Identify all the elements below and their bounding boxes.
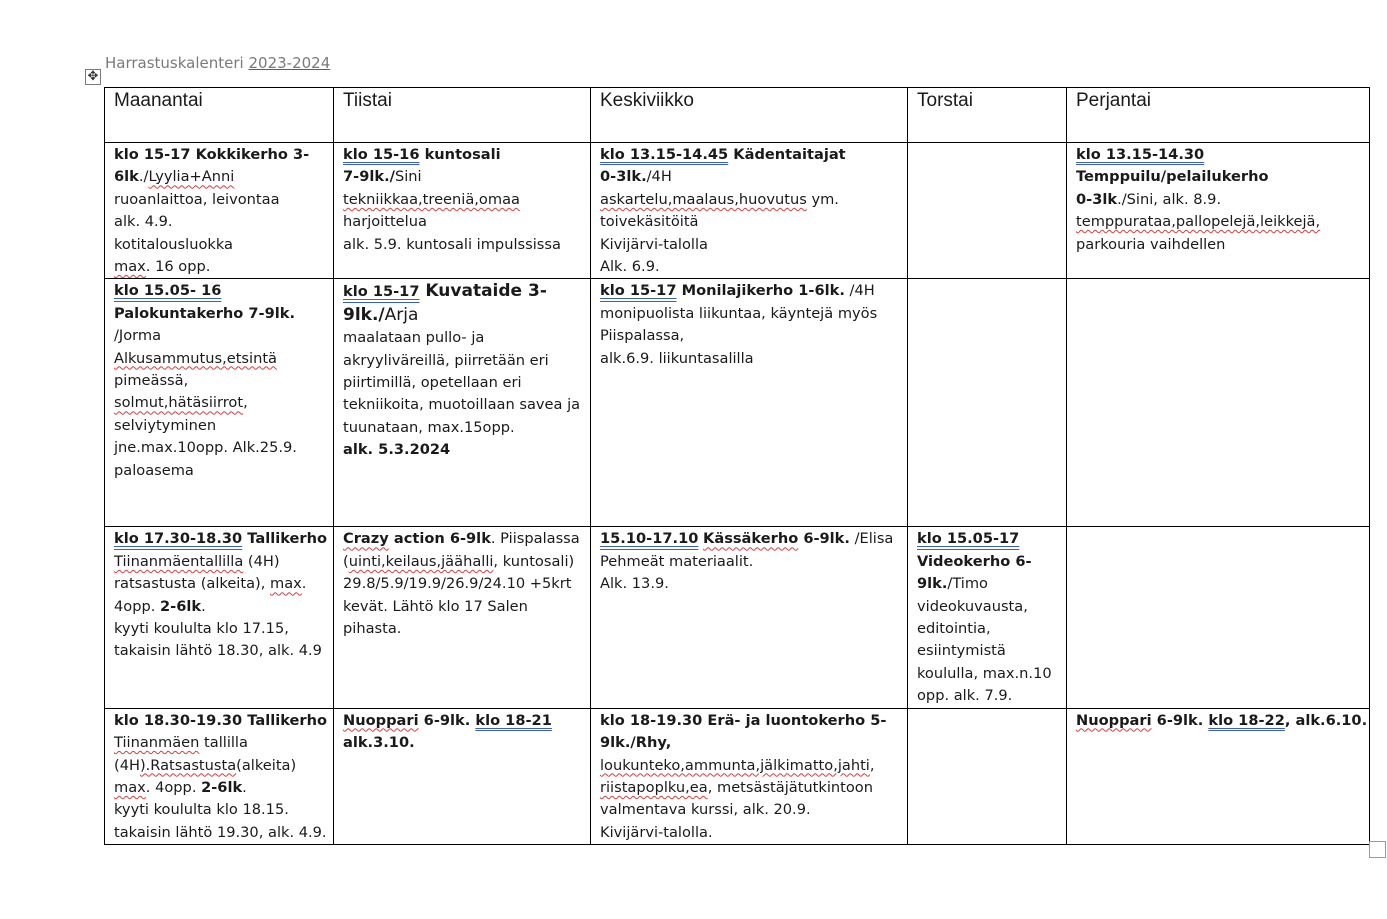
text-run: klo 13.15-14.30 [1076, 146, 1205, 163]
text-run: klo 18.30-19.30 Tallikerho [114, 711, 328, 729]
cell-line [114, 596, 327, 618]
cell-line [600, 528, 901, 550]
text-run: /4H [646, 168, 672, 186]
cell-line [917, 528, 1060, 550]
text-run: monipuolista liikuntaa, käyntejä myös [600, 304, 878, 322]
text-run: Monilajikerho 1-6lk. [676, 282, 845, 300]
cell-line [600, 256, 901, 278]
text-run: klo 18-21 [475, 711, 552, 729]
table-cell[interactable] [1067, 708, 1370, 844]
text-run: klo 15-17 [600, 282, 677, 300]
text-run: valmentava kurssi, alk. 20.9. [600, 801, 811, 819]
cell-line [114, 799, 327, 821]
text-run: takaisin lähtö 18.30, alk. 4.9 [114, 642, 322, 660]
text-run: 15.10-17.10 [600, 530, 699, 548]
cell-line [600, 822, 901, 844]
cell-line [114, 415, 327, 437]
cell-line [343, 280, 584, 303]
text-run: ( [343, 552, 349, 570]
text-run: Alk. 13.9. [600, 575, 669, 593]
text-run: Tallikerho [242, 530, 328, 548]
text-run: ruoanlaittoa, leivontaa [114, 190, 280, 208]
text-run: askartelu,maalaus,huovutus [600, 190, 807, 208]
text-run: jne.max.10opp. Alk.25.9. [114, 439, 297, 457]
table-row [105, 279, 1370, 527]
cell-line [114, 710, 327, 732]
cell-line [917, 551, 1060, 573]
text-run: Nuoppari [1076, 711, 1152, 729]
header-cell[interactable]: Tiistai [334, 88, 591, 143]
text-run: Kivijärvi-talolla [600, 235, 708, 253]
cell-line [343, 439, 584, 461]
cell-line [600, 280, 901, 302]
text-run: Tiinanmäentallilla [114, 552, 244, 570]
table-cell[interactable] [908, 708, 1067, 844]
text-run: 4opp. [114, 597, 161, 615]
text-run: klo 15-17 [343, 283, 420, 301]
text-run: 9lk. [917, 575, 948, 593]
cell-line [917, 596, 1060, 618]
header-row [105, 88, 1370, 143]
title-year: 2023-2024 [248, 54, 331, 72]
text-run: (4H [114, 756, 140, 774]
text-run: solmut,hätäsiirrot [114, 394, 244, 412]
cell-line [1076, 166, 1363, 188]
text-run: 9lk./Rhy, [600, 734, 672, 752]
text-run: parkouria vaihdellen [1076, 235, 1226, 253]
table-cell[interactable] [591, 279, 908, 527]
text-run: toivekäsitöitä [600, 213, 699, 231]
text-run: kevät. Lähtö klo 17 Salen [343, 597, 528, 615]
text-run: alk. 4.9. [114, 213, 173, 231]
cell-line [343, 304, 584, 327]
cell-line [600, 189, 901, 211]
text-run: ./ [138, 168, 149, 186]
text-run: paloasema [114, 461, 194, 479]
cell-line [114, 211, 327, 233]
table-cell[interactable] [105, 708, 334, 844]
cell-line [114, 640, 327, 662]
text-run: 29.8/5.9/19.9/26.9/24.10 +5krt [343, 575, 572, 593]
text-run: (alkeita) [236, 756, 297, 774]
cell-line [600, 211, 901, 233]
text-run: tuunataan, max.15opp. [343, 418, 515, 436]
text-run: temppurataa,pallopelejä,leikkejä, [1076, 213, 1321, 231]
cell-line [343, 234, 584, 256]
text-run: ym. [806, 190, 839, 208]
text-run: tekniikoita, muotoillaan savea ja [343, 396, 581, 414]
text-run: . [242, 778, 247, 796]
cell-line [114, 234, 327, 256]
table-cell[interactable] [908, 279, 1067, 527]
text-run: , [243, 394, 248, 412]
cell-line [917, 663, 1060, 685]
cell-line [1076, 234, 1363, 256]
text-run: . [201, 597, 206, 615]
cell-line [114, 144, 327, 166]
text-run: loukunteko,ammunta,jälkimatto,jahti [600, 756, 870, 774]
text-run: piirtimillä, opetellaan eri [343, 374, 522, 392]
text-run: alk. 5.9. kuntosali impulssissa [343, 235, 561, 253]
text-run: . 4opp. [145, 778, 202, 796]
text-run: 6lk [114, 168, 139, 186]
cell-line [114, 755, 327, 777]
cell-line [343, 417, 584, 439]
cell-line [343, 394, 584, 416]
text-run: editointia, [917, 620, 991, 638]
cell-line [114, 618, 327, 640]
cell-line [343, 732, 584, 754]
text-run: Videokerho 6- [917, 552, 1032, 570]
table-cell[interactable] [334, 527, 591, 708]
text-run: Crazy [343, 530, 389, 548]
text-run: Tiinanmäen [114, 734, 200, 752]
table-cell[interactable] [334, 708, 591, 844]
text-run: . 16 opp. [145, 258, 211, 276]
cell-line [343, 596, 584, 618]
cell-line [1076, 710, 1368, 732]
text-run: kyyti koululta klo 17.15, [114, 620, 289, 638]
text-run: takaisin lähtö 19.30, alk. 4.9. [114, 823, 327, 841]
cell-line [600, 710, 901, 732]
cell-line [343, 528, 584, 550]
text-run: , alk.6.10. [1284, 711, 1368, 729]
text-run: koululla, max.n.10 [917, 664, 1052, 682]
text-run: klo 15-17 Kokkikerho 3- [114, 146, 310, 163]
text-run: max [114, 778, 146, 796]
table-row [105, 143, 1370, 279]
cell-line [114, 528, 327, 550]
cell-line [600, 732, 901, 754]
text-run: alk. 5.3.2024 [343, 441, 451, 459]
cell-line [114, 370, 327, 392]
text-run: uinti,keilaus,jäähalli [348, 552, 494, 570]
cell-line [600, 166, 901, 188]
text-run: , [869, 756, 875, 774]
cell-line [600, 234, 901, 256]
cell-line [917, 618, 1060, 640]
text-run: (4H) [243, 552, 280, 570]
cell-line [114, 822, 327, 844]
cell-line [600, 303, 901, 325]
text-run: max [270, 575, 302, 593]
cell-line [114, 777, 327, 799]
text-run: /Elisa [849, 530, 894, 548]
cell-line [917, 685, 1060, 707]
text-run: 0-3lk [1076, 190, 1118, 208]
text-run: ./Sini, alk. 8.9. [1117, 190, 1222, 208]
text-run: Alkusammutus,etsintä [114, 349, 278, 367]
header-cell[interactable]: Keskiviikko [591, 88, 908, 143]
text-run: action 6-9lk [388, 530, 491, 548]
header-cell[interactable]: Perjantai [1067, 88, 1370, 143]
schedule-table [104, 87, 1370, 845]
cell-line [343, 144, 584, 166]
cell-line [917, 573, 1060, 595]
text-run: , metsästäjätutkintoon [707, 778, 873, 796]
text-run: alk.6.9. liikuntasalilla [600, 349, 754, 367]
text-run: Nuoppari [343, 711, 419, 729]
table-row [105, 527, 1370, 708]
table-move-handle-icon[interactable]: ✥ [85, 69, 101, 85]
cell-line [1076, 144, 1363, 166]
cell-line [343, 710, 584, 732]
cell-line [114, 256, 327, 278]
table-cell[interactable] [105, 279, 334, 527]
text-run: klo 13.15-14.45 [600, 146, 729, 163]
cell-line [114, 392, 327, 414]
table-cell[interactable] [908, 143, 1067, 279]
cell-line [114, 303, 327, 325]
cell-line [114, 551, 327, 573]
text-run: tekniikkaa,treeniä,omaa [343, 190, 520, 208]
title-prefix: Harrastuskalenteri [105, 54, 249, 72]
text-run: . [301, 575, 307, 593]
text-run: 6-9lk. [1151, 711, 1209, 729]
text-run: kuntosali [419, 146, 501, 163]
text-run: tallilla [199, 734, 248, 752]
cell-line [343, 573, 584, 595]
text-run: ratsastusta (alkeita), [114, 575, 270, 593]
text-run: max [114, 258, 146, 276]
text-run: klo 18-22 [1208, 711, 1285, 729]
text-run: Temppuilu/pelailukerho [1076, 168, 1269, 186]
table-row [105, 708, 1370, 844]
text-run: . Piispalassa [490, 530, 580, 548]
text-run: opp. alk. 7.9. [917, 687, 1013, 705]
text-run: maalataan pullo- ja [343, 329, 485, 347]
cell-line [1076, 189, 1363, 211]
text-run: Arja [384, 304, 419, 325]
text-run: Sini [394, 168, 422, 186]
table-cell[interactable] [591, 143, 908, 279]
cell-line [600, 777, 901, 799]
cell-line [917, 640, 1060, 662]
table-cell[interactable] [334, 143, 591, 279]
text-run: riistapoplku,ea [600, 778, 708, 796]
cell-line [600, 551, 901, 573]
cell-line [343, 327, 584, 349]
cell-line [114, 348, 327, 370]
table-cell[interactable] [1067, 143, 1370, 279]
text-run: pihasta. [343, 620, 402, 638]
table-cell[interactable] [591, 527, 908, 708]
text-run: 2-6lk [160, 597, 202, 615]
text-run: ).Ratsastusta [139, 756, 237, 774]
text-run: 7-9lk./ [343, 168, 395, 186]
cell-line [114, 460, 327, 482]
text-run: 0-3lk. [600, 168, 647, 186]
text-run: 6-9lk. [418, 711, 476, 729]
text-run: 6-9lk. [798, 530, 850, 548]
table-cell[interactable] [591, 708, 908, 844]
text-run: klo 15-16 [343, 146, 420, 163]
text-run: Kuvataide 3- [419, 281, 547, 302]
cell-line [114, 573, 327, 595]
text-run: akryyliväreillä, piirretään eri [343, 351, 549, 369]
cell-line [600, 325, 901, 347]
text-run: , kuntosali) [493, 552, 575, 570]
text-run: /Timo [947, 575, 988, 593]
text-run: 2-6lk [201, 778, 243, 796]
cell-line [114, 325, 327, 347]
text-run: Kässäkerho [703, 530, 799, 548]
table-cell[interactable] [105, 143, 334, 279]
header-cell[interactable]: Maanantai [105, 88, 334, 143]
text-run: klo 17.30-18.30 [114, 530, 243, 548]
text-run: 9lk./ [343, 304, 385, 325]
cell-line [114, 189, 327, 211]
cell-line [343, 189, 584, 211]
text-run: klo 18-19.30 Erä- ja luontokerho 5- [600, 711, 887, 729]
document-title [105, 54, 330, 72]
text-run: harjoittelua [343, 213, 427, 231]
text-run: selviytyminen [114, 416, 217, 434]
cell-line [343, 618, 584, 640]
text-run: alk.3.10. [343, 734, 415, 752]
cell-line [114, 437, 327, 459]
cell-line [343, 372, 584, 394]
text-run: Kivijärvi-talolla. [600, 823, 713, 841]
text-run: Piispalassa, [600, 327, 685, 345]
text-run: kyyti koululta klo 18.15. [114, 801, 289, 819]
table-cell[interactable] [334, 279, 591, 527]
cell-line [600, 799, 901, 821]
cell-line [600, 144, 901, 166]
header-cell[interactable]: Torstai [908, 88, 1067, 143]
text-run: videokuvausta, [917, 597, 1028, 615]
text-run: kotitalousluokka [114, 235, 233, 253]
cell-line [114, 732, 327, 754]
text-run: Lyylia+Anni [148, 168, 235, 186]
cell-line [114, 166, 327, 188]
cell-line [600, 755, 901, 777]
table-resize-handle[interactable] [1369, 841, 1386, 858]
text-run: /4H [844, 282, 875, 300]
text-run: Pehmeät materiaalit. [600, 552, 754, 570]
table-cell[interactable] [908, 527, 1067, 708]
text-run: esiintymistä [917, 642, 1006, 660]
text-run: Alk. 6.9. [600, 258, 660, 276]
cell-line [114, 280, 327, 302]
table-cell[interactable] [1067, 527, 1370, 708]
cell-line [600, 573, 901, 595]
text-run: /Jorma [114, 327, 162, 345]
text-run: pimeässä, [114, 372, 189, 390]
table-cell[interactable] [1067, 279, 1370, 527]
cell-line [343, 551, 584, 573]
text-run: Kädentaitajat [728, 146, 846, 163]
text-run: klo 15.05- 16 [114, 282, 222, 300]
table-cell[interactable] [105, 527, 334, 708]
cell-line [343, 166, 584, 188]
cell-line [1076, 211, 1363, 233]
text-run: klo 15.05-17 [917, 530, 1020, 548]
cell-line [343, 211, 584, 233]
cell-line [600, 348, 901, 370]
text-run: Palokuntakerho 7-9lk. [114, 304, 296, 322]
cell-line [343, 350, 584, 372]
